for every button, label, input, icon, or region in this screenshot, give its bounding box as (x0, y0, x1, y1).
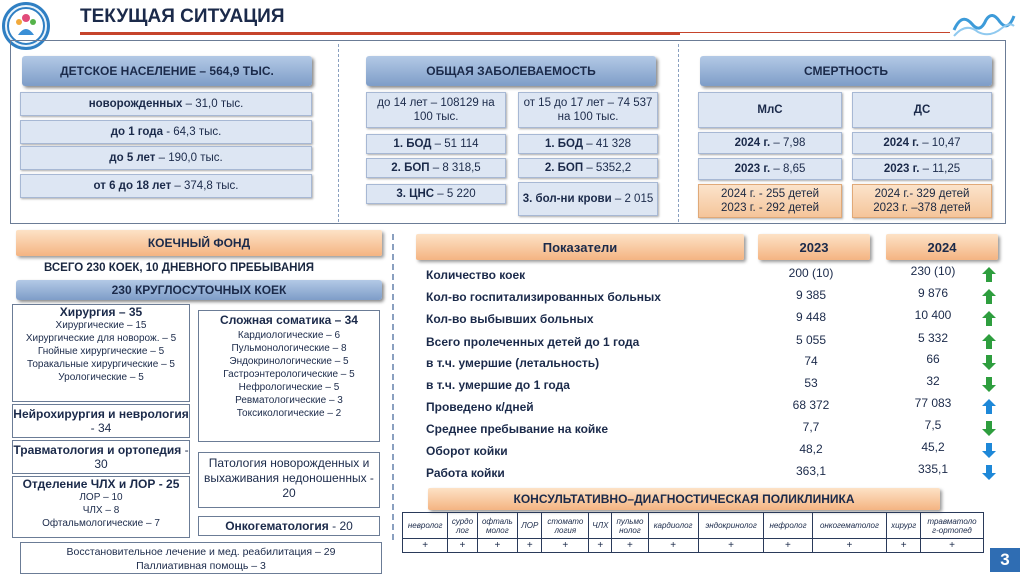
ornament-icon (952, 8, 1016, 38)
indicator-value-2023: 7,7 (802, 420, 820, 434)
polyclinic-mark: + (921, 539, 984, 553)
morbidity-header: ОБЩАЯ ЗАБОЛЕВАЕМОСТЬ (366, 56, 656, 86)
polyclinic-mark: + (887, 539, 921, 553)
indicator-name: Работа койки (426, 466, 505, 480)
polyclinic-mark: + (589, 539, 612, 553)
page-title: ТЕКУЩАЯ СИТУАЦИЯ (80, 6, 285, 27)
indicator-value-2023: 9 448 (795, 310, 827, 324)
polyclinic-mark: + (477, 539, 518, 553)
year-2024-header: 2024 (886, 234, 998, 260)
indicator-name: в т.ч. умершие (летальность) (426, 356, 600, 370)
polyclinic-specialty: сурдо лог (448, 513, 477, 539)
round-clock-header: 230 КРУГЛОСУТОЧНЫХ КОЕК (16, 280, 382, 300)
morbidity-left-item: 1. БОД – 51 114 (366, 134, 506, 154)
polyclinic-specialty: стомато логия (542, 513, 589, 539)
indicator-value-2024: 9 876 (917, 286, 949, 300)
morbidity-15-17: от 15 до 17 лет – 74 537 на 100 тыс. (518, 92, 658, 128)
polyclinic-mark: + (518, 539, 542, 553)
polyclinic-specialty: травматоло г-ортопед (921, 513, 984, 539)
polyclinic-specialty: кардиолог (648, 513, 698, 539)
indicator-value-2024: 10 400 (914, 308, 952, 322)
indicator-name: Количество коек (426, 268, 526, 282)
polyclinic-specialty: пульмо нолог (612, 513, 648, 539)
polyclinic-mark: + (648, 539, 698, 553)
arrow-down-icon (982, 443, 996, 458)
arrow-down-icon (982, 465, 996, 480)
child-row: от 6 до 18 лет – 374,8 тыс. (20, 174, 312, 198)
indicator-value-2023: 5 055 (795, 333, 827, 347)
indicator-value-2023: 9 385 (795, 288, 827, 302)
polyclinic-specialty: ЛОР (518, 513, 542, 539)
indicator-name: в т.ч. умершие до 1 года (426, 378, 570, 392)
mls-label: МлС (698, 92, 842, 128)
ds-rate: 2023 г. – 11,25 (852, 158, 992, 180)
polyclinic-specialty: хирург (887, 513, 921, 539)
bed-fund-header: КОЕЧНЫЙ ФОНД (16, 230, 382, 256)
polyclinic-mark: + (698, 539, 764, 553)
indicator-name: Всего пролеченных детей до 1 года (426, 335, 640, 349)
indicator-name: Кол-во выбывших больных (426, 312, 594, 326)
indicator-value-2024: 5 332 (917, 331, 949, 345)
indicator-value-2023: 363,1 (795, 464, 827, 478)
polyclinic-specialty: эндокринолог (698, 513, 764, 539)
arrow-down-icon (982, 377, 996, 392)
morbidity-left-item: 2. БОП – 8 318,5 (366, 158, 506, 178)
polyclinic-specialty: ЧЛХ (589, 513, 612, 539)
mls-deaths: 2024 г. - 255 детей 2023 г. - 292 детей (698, 184, 842, 218)
polyclinic-specialty: нефролог (764, 513, 812, 539)
polyclinic-specialty: офталь молог (477, 513, 518, 539)
indicator-name: Проведено к/дней (426, 400, 534, 414)
indicator-value-2024: 230 (10) (910, 264, 956, 278)
morbidity-right-item: 2. БОП – 5352,2 (518, 158, 658, 178)
indicator-name: Среднее пребывание на койке (426, 422, 608, 436)
polyclinic-mark: + (542, 539, 589, 553)
morbidity-left-item: 3. ЦНС – 5 220 (366, 184, 506, 204)
divider (678, 44, 679, 222)
indicator-name: Кол-во госпитализированных больных (426, 290, 661, 304)
indicator-value-2024: 66 (926, 352, 940, 366)
arrow-up-icon (982, 311, 996, 326)
trauma-box: Травматология и ортопедия - 30 (12, 440, 190, 474)
arrow-up-icon (982, 289, 996, 304)
mortality-header: СМЕРТНОСТЬ (700, 56, 992, 86)
indicator-value-2024: 77 083 (914, 396, 952, 410)
indicator-value-2024: 32 (926, 374, 940, 388)
indicator-value-2024: 7,5 (924, 418, 942, 432)
title-underline (80, 32, 680, 35)
arrow-down-icon (982, 421, 996, 436)
indicator-value-2023: 68 372 (792, 398, 830, 412)
indicator-value-2023: 200 (10) (788, 266, 834, 280)
ds-label: ДС (852, 92, 992, 128)
page-number: 3 (990, 548, 1020, 572)
arrow-down-icon (982, 355, 996, 370)
child-row: новорожденных – 31,0 тыс. (20, 92, 312, 116)
ds-deaths: 2024 г.- 329 детей 2023 г. –378 детей (852, 184, 992, 218)
bed-total: ВСЕГО 230 КОЕК, 10 ДНЕВНОГО ПРЕБЫВАНИЯ (44, 262, 314, 274)
arrow-up-icon (982, 399, 996, 414)
complex-somatic-box: Сложная соматика – 34 Кардиологические – 6 Пульмонологические – 8 Эндокринологические – 5 Гастроэнтерологические – 5 Нефрологические – 5 Ревматологические – 3 Токсикологические – 2 (198, 310, 380, 442)
surgery-box: Хирургия – 35 Хирургические – 15 Хирургические для новорож. – 5 Гнойные хирургические – 5 Торакальные хирургические – 5 Урологические – 5 (12, 304, 190, 402)
title-underline-thin (680, 32, 950, 33)
indicator-value-2023: 74 (804, 354, 818, 368)
polyclinic-header: КОНСУЛЬТАТИВНО–ДИАГНОСТИЧЕСКАЯ ПОЛИКЛИНИКА (428, 488, 940, 510)
indicator-value-2023: 53 (804, 376, 818, 390)
divider (392, 234, 394, 540)
polyclinic-specialty: невролог (403, 513, 448, 539)
onco-box: Онкогематология - 20 (198, 516, 380, 536)
year-2023-header: 2023 (758, 234, 870, 260)
morbidity-right-item: 1. БОД – 41 328 (518, 134, 658, 154)
indicators-header: Показатели (416, 234, 744, 260)
indicator-value-2024: 45,2 (921, 440, 945, 454)
indicator-value-2023: 48,2 (799, 442, 823, 456)
polyclinic-specialty: онкогематолог (812, 513, 887, 539)
mls-rate: 2023 г. – 8,65 (698, 158, 842, 180)
polyclinic-mark: + (812, 539, 887, 553)
polyclinic-mark: + (403, 539, 448, 553)
divider (338, 44, 339, 222)
mls-rate: 2024 г. – 7,98 (698, 132, 842, 154)
polyclinic-table (402, 512, 984, 553)
neonatal-box: Патология новорожденных и выхаживания недоношенных - 20 (198, 452, 380, 508)
arrow-up-icon (982, 334, 996, 349)
morbidity-right-item: 3. бол-ни крови – 2 015 (518, 182, 658, 216)
polyclinic-mark: + (612, 539, 648, 553)
arrow-up-icon (982, 267, 996, 282)
rehab-box: Восстановительное лечение и мед. реабилитация – 29 Паллиативная помощь – 3 (20, 542, 382, 574)
ent-box: Отделение ЧЛХ и ЛОР - 25 ЛОР – 10 ЧЛХ – 8 Офтальмологические – 7 (12, 476, 190, 538)
ds-rate: 2024 г. – 10,47 (852, 132, 992, 154)
child-row: до 1 года - 64,3 тыс. (20, 120, 312, 144)
indicator-value-2024: 335,1 (917, 462, 949, 476)
morbidity-under14: до 14 лет – 108129 на 100 тыс. (366, 92, 506, 128)
child-row: до 5 лет – 190,0 тыс. (20, 146, 312, 170)
child-population-header: ДЕТСКОЕ НАСЕЛЕНИЕ – 564,9 ТЫС. (22, 56, 312, 86)
indicator-name: Оборот койки (426, 444, 508, 458)
neuro-box: Нейрохирургия и неврология - 34 (12, 404, 190, 438)
polyclinic-mark: + (448, 539, 477, 553)
polyclinic-mark: + (764, 539, 812, 553)
